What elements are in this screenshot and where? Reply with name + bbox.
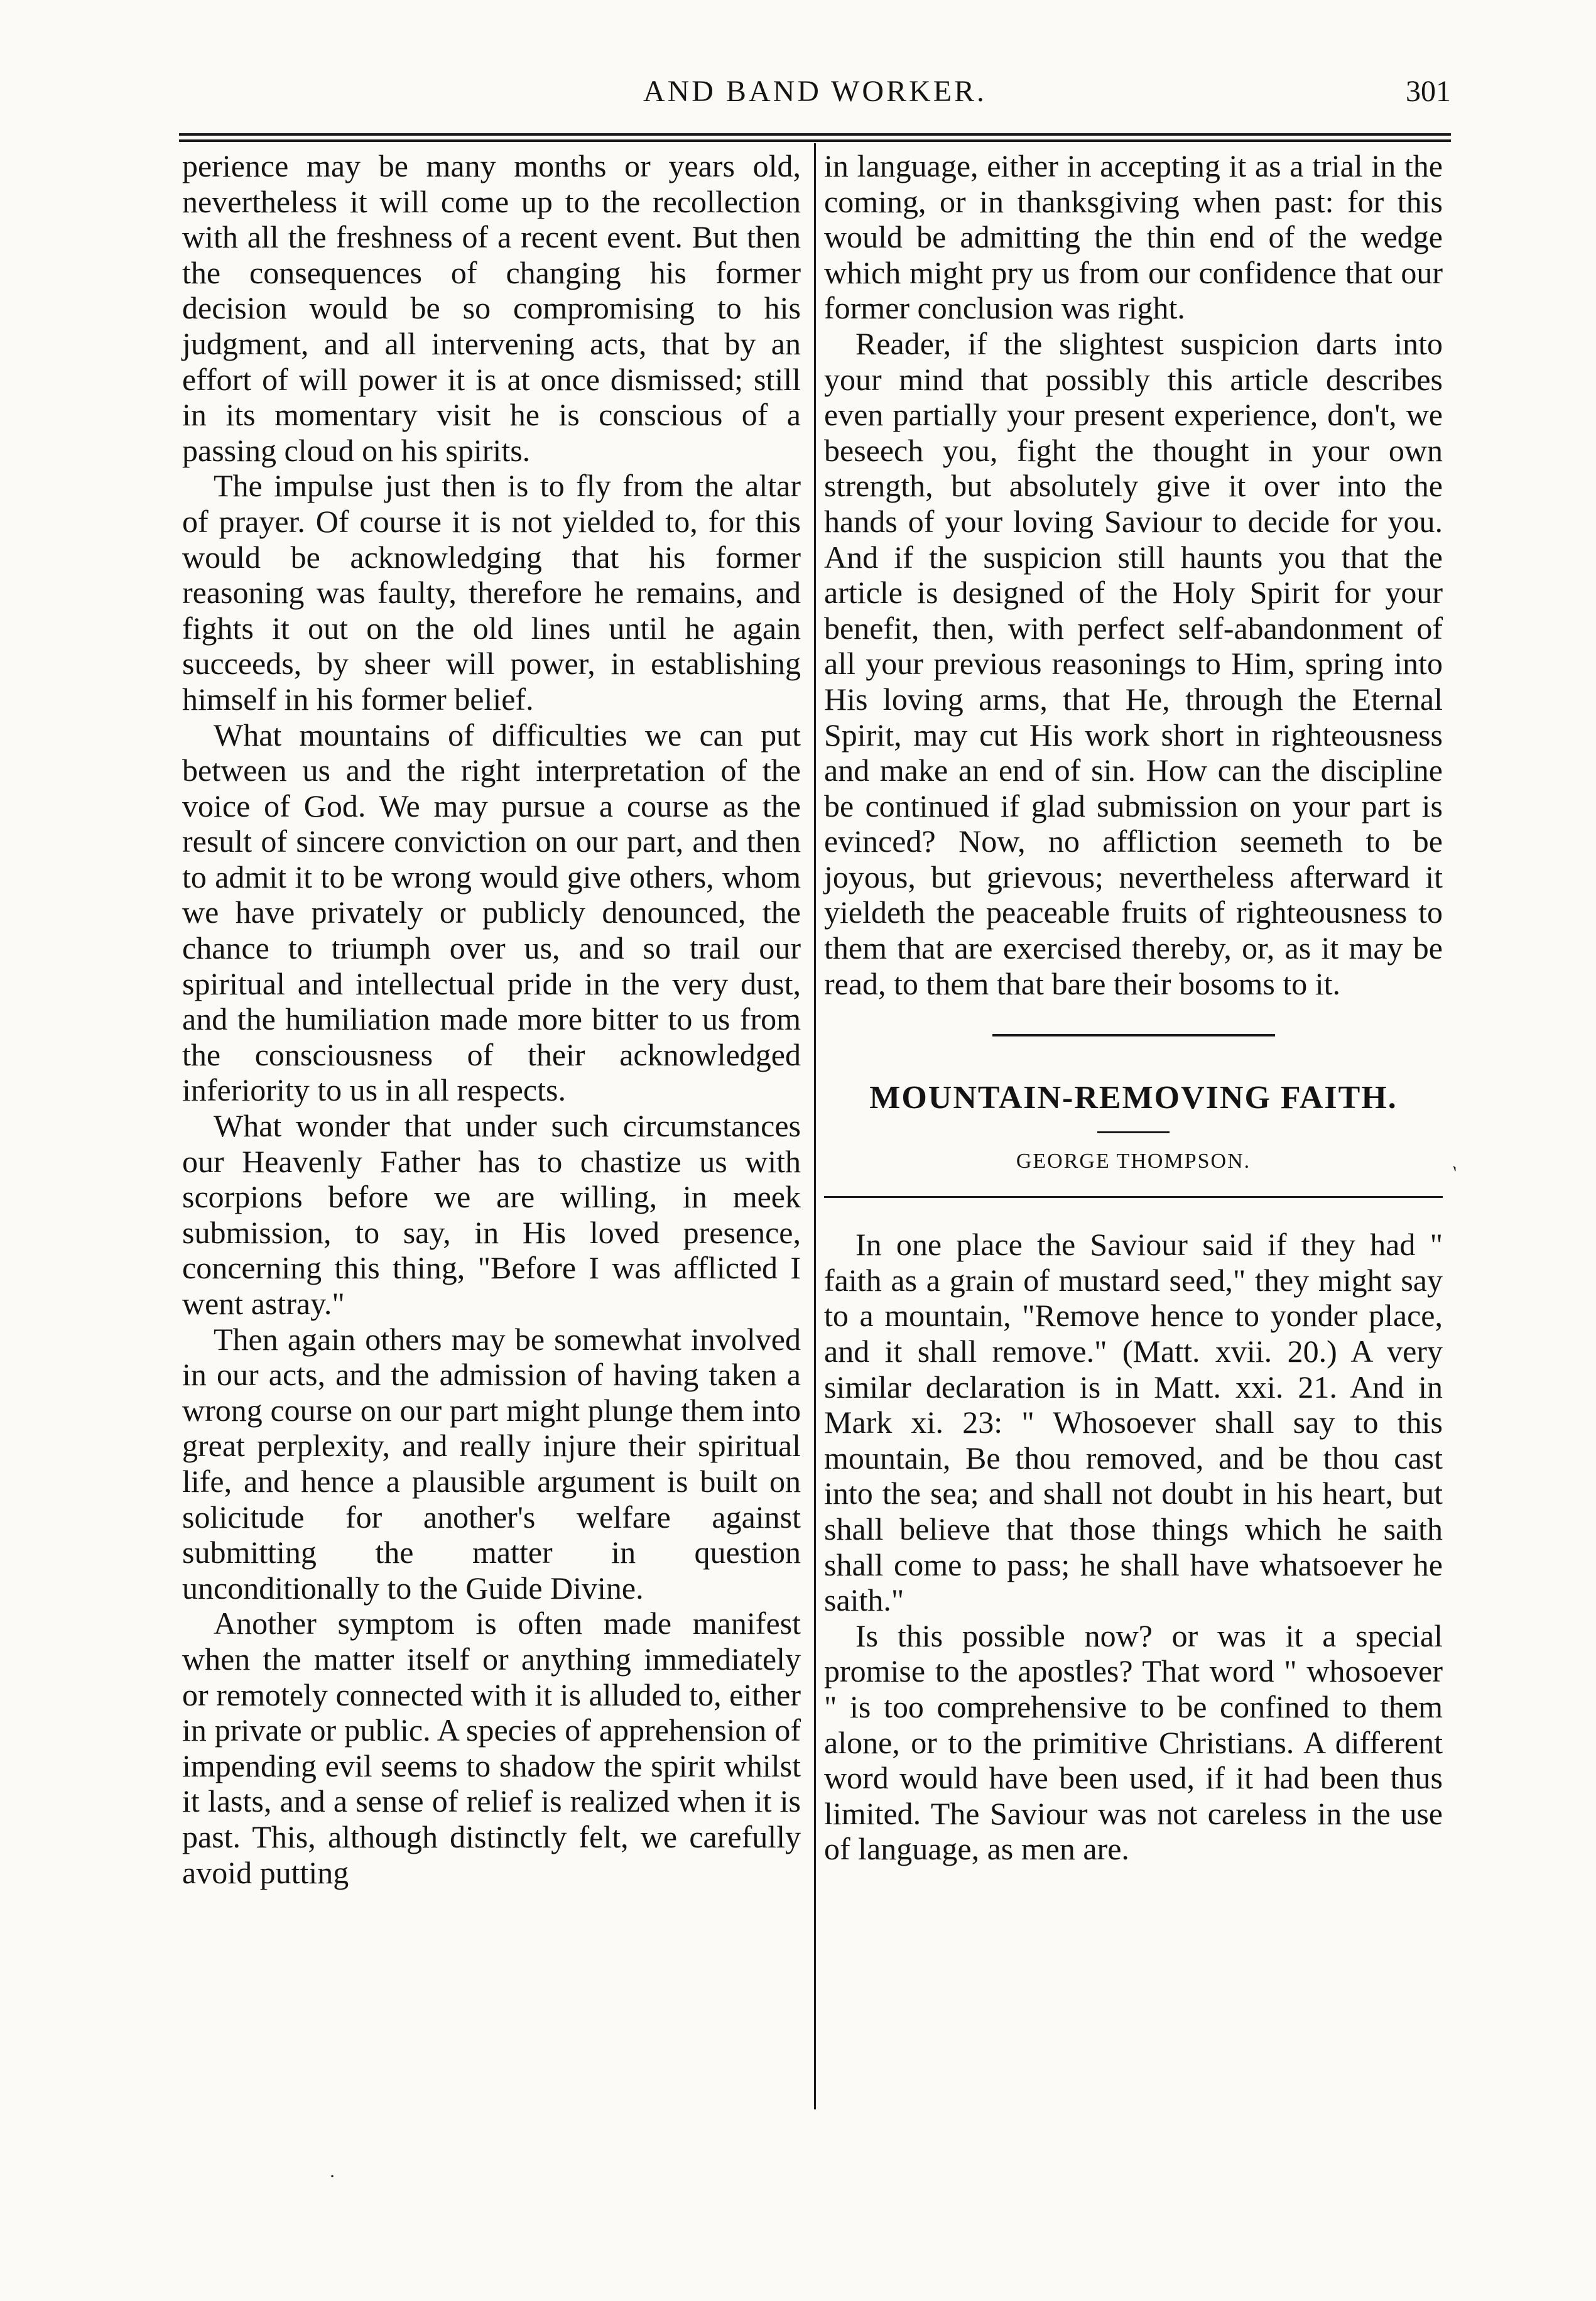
paragraph: In one place the Saviour said if they had " faith as a grain of mustard seed," they might say to a mountain, "Remove hence to yonder place, and it shall remove." (Matt. xvii. 20.) A very similar declaration is in Matt. xxi. 21. And in Mark xi. 23: " Whosoever shall say to this mountain, Be thou removed, and be thou cast into the sea; and shall not doubt in his heart, but shall believe that those things which he saith shall come to pass; he shall have whatsoever he saith." [824, 1227, 1443, 1618]
paragraph: perience may be many months or years old, nevertheless it will come up to the recollection with all the freshness of a recent event. But then the consequences of changing his former decision would be so compromising to his judgment, and all intervening acts, that by an effort of will power it is at once dismissed; still in its momentary visit he is conscious of a passing cloud on his spirits. [182, 148, 801, 468]
right-column [824, 148, 1443, 1867]
article-author: GEORGE THOMPSON. [1016, 1150, 1251, 1173]
paragraph: The impulse just then is to fly from the altar of prayer. Of course it is not yielded to, for this would be acknowledging that his former reasoning was faulty, therefore he remains, and fights it out on the old lines until he again succeeds, by sheer will power, in establishing himself in his former belief. [182, 468, 801, 717]
paragraph: Then again others may be somewhat involved in our acts, and the admission of having taken a wrong course on our part might plunge them into great perplexity, and really injure their spiritual life, and hence a plausible argument is built on solicitude for another's welfare against submitting the matter in question unconditionally to the Guide Divine. [182, 1321, 801, 1606]
paragraph: What mountains of difficulties we can put between us and the right interpretation of the voice of God. We may pursue a course as the result of sincere conviction on our part, and then to admit it to be wrong would give others, whom we have privately or publicly denounced, the chance to triumph over us, and so trail our spiritual and intellectual pride in the very dust, and the humiliation made more bitter to us from the consciousness of their acknowledged inferiority to us in all respects. [182, 717, 801, 1108]
stray-dot: · [329, 2166, 335, 2187]
paragraph: Another symptom is often made manifest when the matter itself or anything immediately or remotely connected with it is alluded to, either in private or public. A species of apprehension of impending evil seems to shadow the spirit whilst it lasts, and a sense of relief is realized when it is past. This, although distinctly felt, we carefully avoid putting [182, 1606, 801, 1890]
header-rule-top [179, 133, 1451, 136]
page-number: 301 [1406, 75, 1451, 108]
column-divider [814, 143, 816, 2109]
paragraph: Is this possible now? or was it a special promise to the apostles? That word " whosoever " is too comprehensive to be confined to them alone, or to the primitive Christians. A different word would have been used, if it had been thus limited. The Saviour was not careless in the use of language, as men are. [824, 1618, 1443, 1867]
title-rule [1097, 1131, 1170, 1133]
running-head: AND BAND WORKER. [643, 75, 987, 108]
paragraph: in language, either in accepting it as a trial in the coming, or in thanksgiving when past: for this would be admitting the thin end of the wedge which might pry us from our confidence that our former conclusion was right. [824, 148, 1443, 326]
article-title: MOUNTAIN-REMOVING FAITH. [869, 1080, 1398, 1116]
stray-mark: ˋ [1440, 1161, 1462, 1187]
section-divider [992, 1034, 1275, 1036]
author-rule [824, 1196, 1443, 1198]
left-column [182, 148, 801, 1890]
page-header [179, 74, 1451, 124]
header-rule-bottom [179, 139, 1451, 142]
paragraph: What wonder that under such circumstances our Heavenly Father has to chastize us with scorpions before we are willing, in meek submission, to say, in His loved presence, concerning this thing, "Before I was afflicted I went astray." [182, 1108, 801, 1321]
paragraph: Reader, if the slightest suspicion darts into your mind that possibly this article describes even partially your present experience, don't, we beseech you, fight the thought in your own strength, but absolutely give it over into the hands of your loving Saviour to decide for you. And if the suspicion still haunts you that the article is designed of the Holy Spirit for your benefit, then, with perfect self-abandonment of all your previous reasonings to Him, spring into His loving arms, that He, through the Eternal Spirit, may cut His work short in righteousness and make an end of sin. How can the discipline be continued if glad submission on your part is evinced? Now, no affliction seemeth to be joyous, but grievous; nevertheless afterward it yieldeth the peaceable fruits of righteousness to them that are exercised thereby, or, as it may be read, to them that bare their bosoms to it. [824, 325, 1443, 1001]
